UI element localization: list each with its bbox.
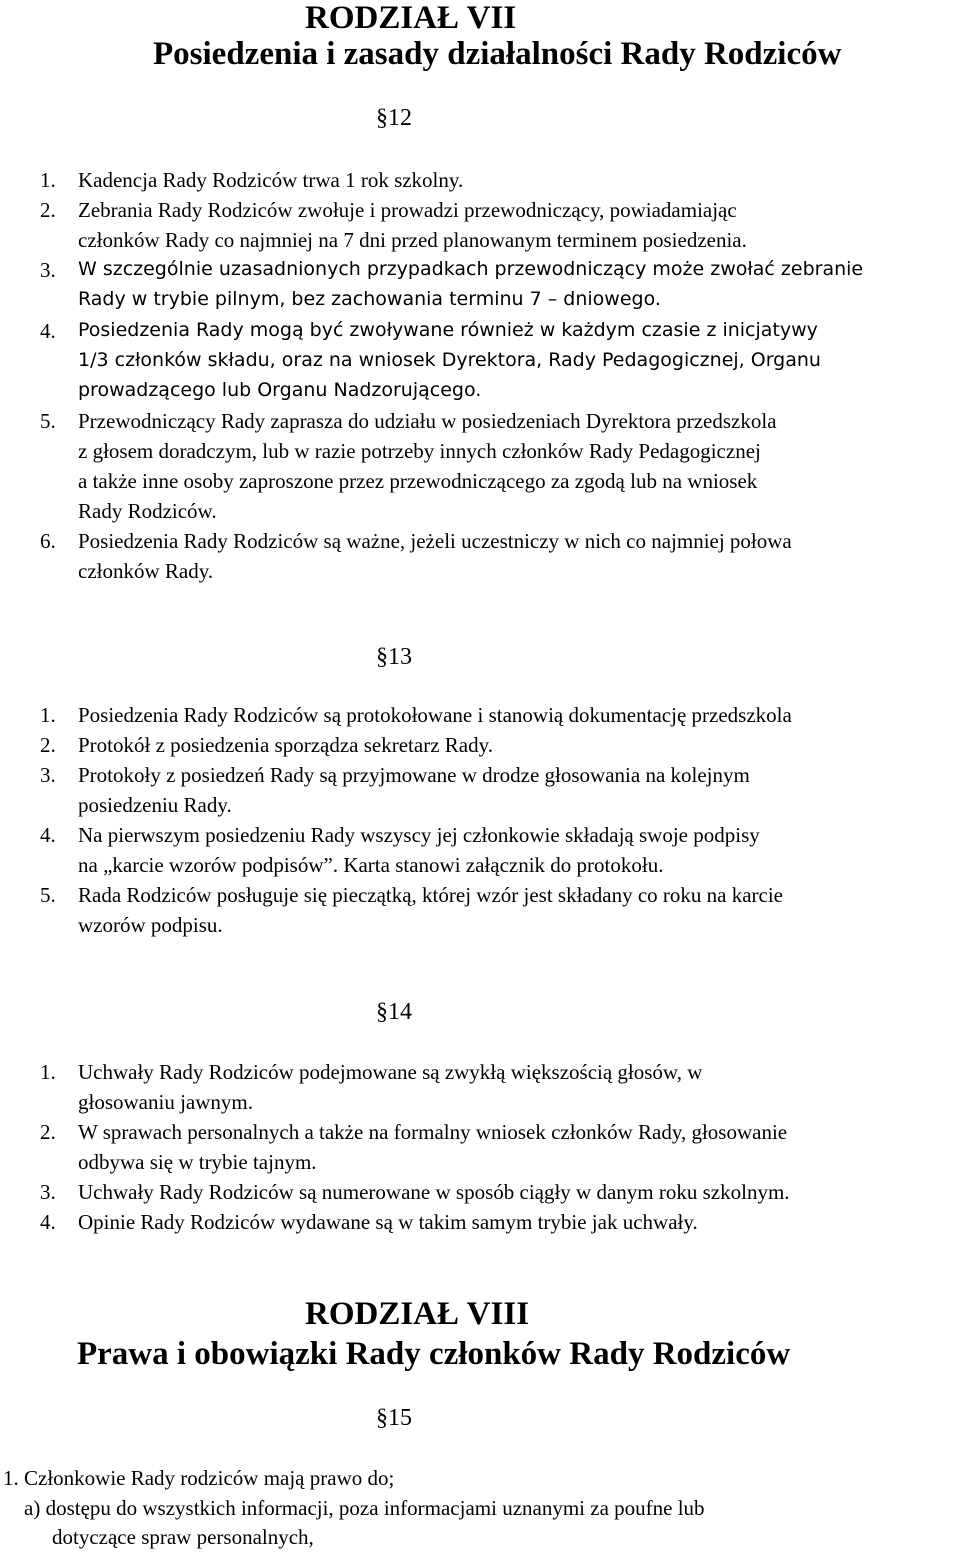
list-item-number: 2. xyxy=(40,1120,56,1144)
chapter-title: RODZIAŁ VII xyxy=(305,0,517,36)
list-item-text: głosowaniu jawnym. xyxy=(78,1090,253,1114)
chapter-title: RODZIAŁ VIII xyxy=(305,1296,530,1332)
list-item-text: Przewodniczący Rady zaprasza do udziału w posiedzeniach Dyrektora przedszkola xyxy=(78,409,777,433)
sub-item-text: a) dostępu do wszystkich informacji, poza informacjami uznanymi za poufne lub xyxy=(24,1496,705,1520)
list-item-number: 3. xyxy=(40,258,56,282)
list-item-text: prowadzącego lub Organu Nadzorującego. xyxy=(78,379,482,401)
list-item-number: 3. xyxy=(40,763,56,787)
list-item-text: Rada Rodziców posługuje się pieczątką, której wzór jest składany co roku na karcie xyxy=(78,883,784,907)
list-item-text: Uchwały Rady Rodziców podejmowane są zwykłą większością głosów, w xyxy=(78,1060,703,1084)
list-item-text: członków Rady co najmniej na 7 dni przed planowanym terminem posiedzenia. xyxy=(78,228,747,252)
list-item-text: wzorów podpisu. xyxy=(78,913,223,937)
list-item-text: Opinie Rady Rodziców wydawane są w takim samym trybie jak uchwały. xyxy=(78,1210,698,1234)
list-item-text: Rady Rodziców. xyxy=(78,499,217,523)
list-item-number: 1. xyxy=(40,168,56,192)
list-item-text: a także inne osoby zaproszone przez przewodniczącego za zgodą lub na wniosek xyxy=(78,469,758,493)
list-item-text: Protokoły z posiedzeń Rady są przyjmowane w drodze głosowania na kolejnym xyxy=(78,763,750,787)
list-item-text: W sprawach personalnych a także na formalny wniosek członków Rady, głosowanie xyxy=(78,1120,788,1144)
list-item-text: odbywa się w trybie tajnym. xyxy=(78,1150,317,1174)
list-item-text: Rady w trybie pilnym, bez zachowania terminu 7 – dniowego. xyxy=(78,288,661,310)
list-item-text: Zebrania Rady Rodziców zwołuje i prowadzi przewodniczący, powiadamiając xyxy=(78,198,737,222)
section-heading-15: §15 xyxy=(376,1405,412,1431)
list-item-number: 2. xyxy=(40,733,56,757)
section-heading-14: §14 xyxy=(376,999,412,1025)
list-item-number: 4. xyxy=(40,823,56,847)
list-item-number: 1. xyxy=(40,1060,56,1084)
list-item-text: Posiedzenia Rady Rodziców są ważne, jeżeli uczestniczy w nich co najmniej połowa xyxy=(78,529,792,553)
list-item-number: 4. xyxy=(40,1210,56,1234)
list-item-text: Kadencja Rady Rodziców trwa 1 rok szkolny. xyxy=(78,168,464,192)
list-item-number: 5. xyxy=(40,883,56,907)
list-item-text: Na pierwszym posiedzeniu Rady wszyscy jej członkowie składają swoje podpisy xyxy=(78,823,760,847)
chapter-subtitle: Posiedzenia i zasady działalności Rady Rodziców xyxy=(153,36,842,72)
list-item-text: członków Rady. xyxy=(78,559,214,583)
list-item-text: 1. Członkowie Rady rodziców mają prawo do; xyxy=(3,1466,395,1490)
section-heading-12: §12 xyxy=(376,105,412,131)
list-item-number: 1. xyxy=(40,703,56,727)
list-item-text: Protokół z posiedzenia sporządza sekretarz Rady. xyxy=(78,733,493,757)
list-item-text: posiedzeniu Rady. xyxy=(78,793,232,817)
list-item-text: Posiedzenia Rady mogą być zwoływane również w każdym czasie z inicjatywy xyxy=(78,319,818,341)
list-item-number: 4. xyxy=(40,319,56,343)
chapter-subtitle: Prawa i obowiązki Rady członków Rady Rodziców xyxy=(77,1336,791,1372)
list-item-text: Posiedzenia Rady Rodziców są protokołowane i stanowią dokumentację przedszkola xyxy=(78,703,792,727)
list-item-text: 1/3 członków składu, oraz na wniosek Dyrektora, Rady Pedagogicznej, Organu xyxy=(78,349,821,371)
section-heading-13: §13 xyxy=(376,644,412,670)
list-item-text: W szczególnie uzasadnionych przypadkach przewodniczący może zwołać zebranie xyxy=(78,258,864,280)
list-item-number: 3. xyxy=(40,1180,56,1204)
list-item-text: Uchwały Rady Rodziców są numerowane w sposób ciągły w danym roku szkolnym. xyxy=(78,1180,790,1204)
list-item-text: z głosem doradczym, lub w razie potrzeby innych członków Rady Pedagogicznej xyxy=(78,439,761,463)
list-item-text: na „karcie wzorów podpisów”. Karta stanowi załącznik do protokołu. xyxy=(78,853,664,877)
list-item-number: 2. xyxy=(40,198,56,222)
sub-item-text: dotyczące spraw personalnych, xyxy=(52,1525,314,1549)
list-item-number: 6. xyxy=(40,529,56,553)
list-item-number: 5. xyxy=(40,409,56,433)
